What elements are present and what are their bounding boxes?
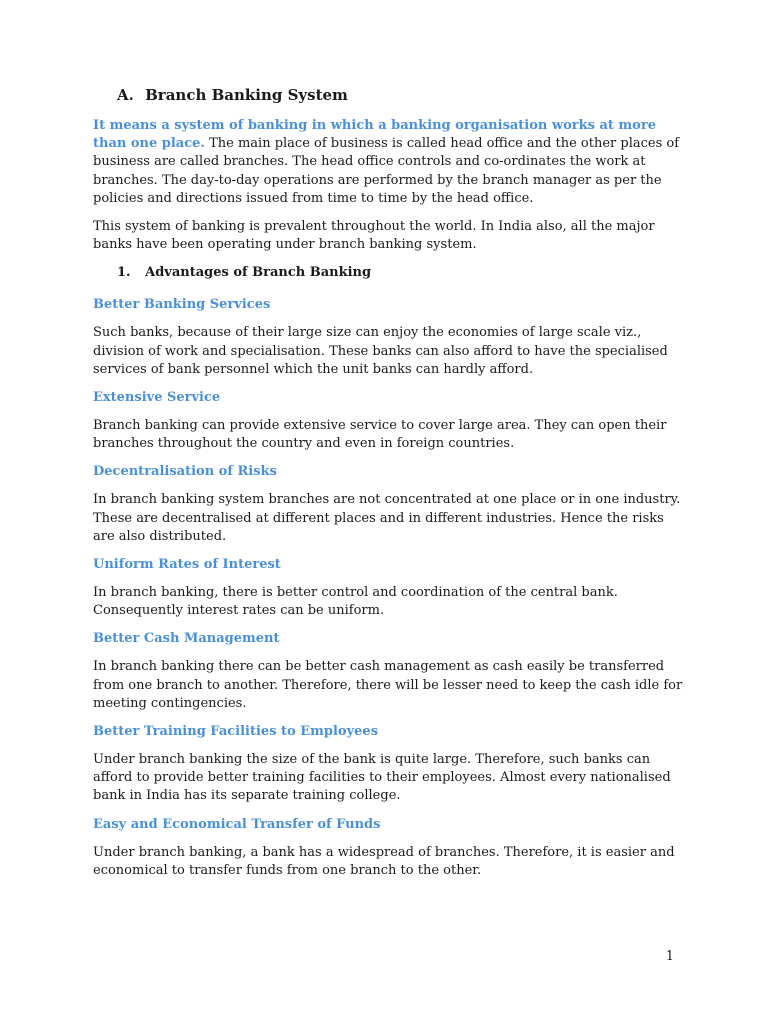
heading-number: A. — [117, 86, 134, 104]
advantages-heading — [117, 264, 683, 282]
section-title-transfer-of-funds: Easy and Economical Transfer of Funds — [93, 816, 381, 832]
intro-highlight: It means a system of banking in which a banking organisation works at more than one place. — [93, 118, 656, 152]
section-body-decentralisation-of-risks: In branch banking system branches are not concentrated at one place or in one industry. These are decentralised at different places and in different industries. Hence the risks are also distributed. — [93, 492, 681, 544]
intro-paragraph — [93, 117, 683, 208]
section-body-extensive-service: Branch banking can provide extensive service to cover large area. They can open their branches throughout the country and even in foreign countries. — [93, 418, 667, 452]
section-title-training-facilities: Better Training Facilities to Employees — [93, 724, 379, 740]
section-body-transfer-of-funds: Under branch banking, a bank has a widespread of branches. Therefore, it is easier and economical to transfer funds from one branch to the other. — [93, 844, 675, 878]
section-title-extensive-service: Extensive Service — [93, 390, 221, 406]
section-body-better-banking-services: Such banks, because of their large size can enjoy the economies of large scale viz., division of work and specialisation. These banks can also afford to have the specialised services of bank personnel which the unit banks can hardly afford. — [93, 325, 668, 377]
section-body-cash-management: In branch banking there can be better cash management as cash easily be transferred from one branch to another. Therefore, there will be lesser need to keep the cash idle for meeting contingencies. — [93, 659, 683, 711]
page-number: 1 — [665, 949, 674, 964]
section-title-decentralisation-of-risks: Decentralisation of Risks — [93, 464, 277, 480]
advantages-title: Advantages of Branch Banking — [145, 265, 372, 281]
document-page — [93, 85, 683, 890]
section-title-uniform-rates: Uniform Rates of Interest — [93, 557, 281, 573]
document-heading — [117, 85, 683, 105]
paragraph-prevalence: This system of banking is prevalent throughout the world. In India also, all the major banks have been operating under branch banking system. — [93, 219, 655, 253]
section-title-cash-management: Better Cash Management — [93, 631, 280, 647]
advantages-number: 1. — [117, 265, 131, 281]
intro-rest: The main place of business is called head office and the other places of business are called branches. The head office controls and co-ordinates the work at branches. The day-to-day operations are performed by the branch manager as per the policies and directions issued from time to time by the head office. — [93, 136, 680, 206]
section-body-uniform-rates: In branch banking, there is better control and coordination of the central bank. Consequently interest rates can be uniform. — [93, 585, 618, 619]
section-title-better-banking-services: Better Banking Services — [93, 297, 271, 313]
section-body-training-facilities: Under branch banking the size of the bank is quite large. Therefore, such banks can afford to provide better training facilities to their employees. Almost every nationalised bank in India has its separate training college. — [93, 752, 671, 804]
heading-title: Branch Banking System — [145, 86, 348, 104]
